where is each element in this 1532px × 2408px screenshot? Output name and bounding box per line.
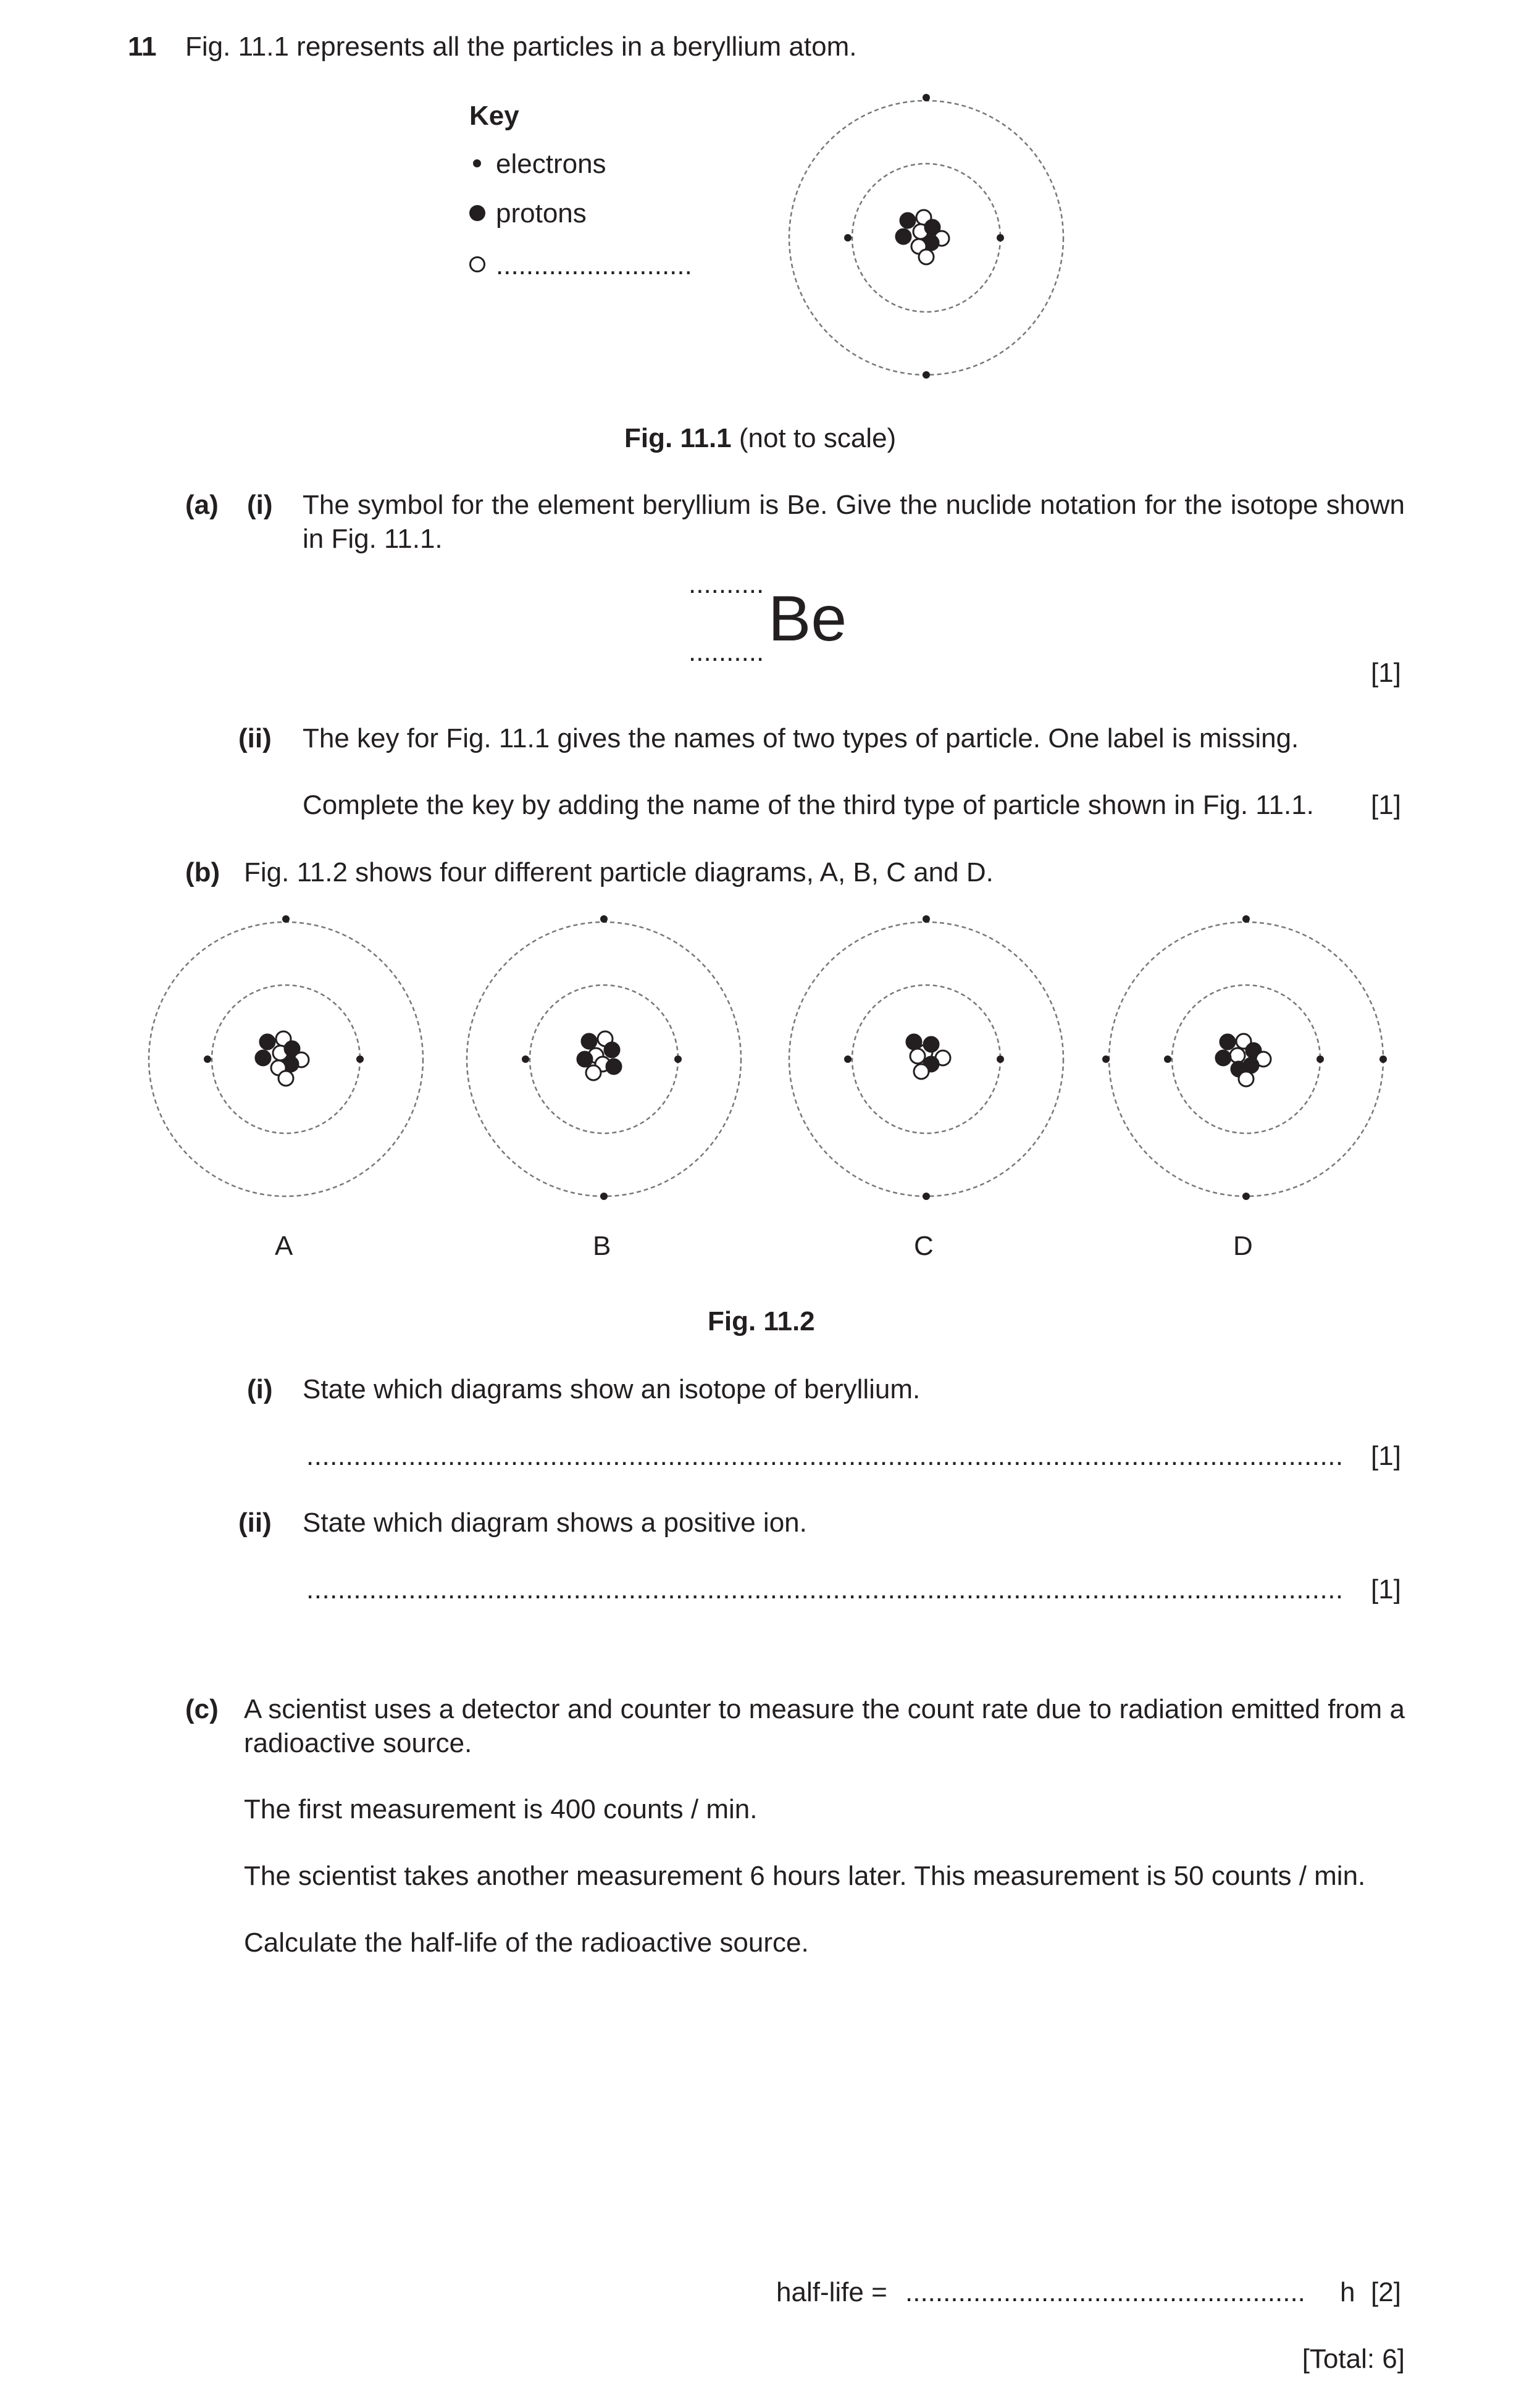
diagram-c bbox=[784, 917, 1068, 1201]
neutron bbox=[1239, 1072, 1254, 1086]
neutron bbox=[914, 1064, 929, 1079]
electron bbox=[282, 915, 290, 923]
part-b-ii-text: State which diagram shows a positive ion. bbox=[303, 1508, 807, 1538]
proton bbox=[577, 1052, 592, 1067]
half-life-unit: h bbox=[1340, 2277, 1355, 2307]
proton bbox=[260, 1034, 275, 1049]
part-b-ii-answer-line[interactable]: .................................................................................................................................... bbox=[306, 1574, 1344, 1605]
neutron-open-circle-icon bbox=[469, 256, 485, 272]
proton bbox=[896, 229, 911, 244]
part-a-i-text: The symbol for the element beryllium is Be. Give the nuclide notation for the isotope shown in Fig. 11.1. bbox=[303, 490, 1405, 554]
nuclide-mass-number-blank[interactable]: .......... bbox=[689, 569, 764, 599]
electron bbox=[600, 1193, 608, 1200]
part-a-ii-line2: Complete the key by adding the name of the third type of particle shown in Fig. 11.1. bbox=[303, 790, 1314, 820]
electron bbox=[997, 234, 1004, 241]
electron bbox=[522, 1055, 529, 1063]
proton bbox=[582, 1034, 596, 1049]
fig11-1-caption-rest: (not to scale) bbox=[731, 423, 897, 453]
part-b-label: (b) bbox=[185, 857, 220, 887]
half-life-answer-label: half-life = bbox=[776, 2277, 887, 2307]
electron bbox=[923, 915, 930, 923]
part-a-ii-line1: The key for Fig. 11.1 gives the names of two types of particle. One label is missing. bbox=[303, 723, 1299, 753]
nucleus bbox=[896, 210, 949, 264]
nuclide-atomic-number-blank[interactable]: .......... bbox=[689, 637, 764, 667]
proton bbox=[1216, 1051, 1231, 1065]
diagram-a-label: A bbox=[275, 1231, 293, 1261]
key-label-electrons: electrons bbox=[496, 149, 606, 179]
neutron bbox=[919, 250, 934, 264]
part-a-ii-label: (ii) bbox=[238, 723, 272, 753]
electron bbox=[204, 1055, 211, 1063]
proton-circle-icon bbox=[469, 205, 485, 221]
electron bbox=[1242, 915, 1250, 923]
electron bbox=[1102, 1055, 1110, 1063]
question-intro: Fig. 11.1 represents all the particles in a beryllium atom. bbox=[185, 31, 857, 62]
part-c-line1: The first measurement is 400 counts / min. bbox=[244, 1794, 758, 1824]
electron bbox=[923, 94, 930, 101]
proton bbox=[606, 1059, 621, 1074]
proton bbox=[605, 1042, 619, 1057]
nuclide-symbol: Be bbox=[768, 583, 847, 655]
part-c-marks: [2] bbox=[1371, 2277, 1401, 2307]
key-label-protons: protons bbox=[496, 198, 587, 229]
question-number: 11 bbox=[128, 31, 157, 62]
electron bbox=[1379, 1055, 1387, 1063]
electron bbox=[1242, 1193, 1250, 1200]
part-b-text: Fig. 11.2 shows four different particle diagrams, A, B, C and D. bbox=[244, 857, 994, 887]
part-b-ii-marks: [1] bbox=[1371, 1574, 1401, 1605]
neutron bbox=[586, 1065, 601, 1080]
part-a-i-label: (i) bbox=[247, 490, 273, 520]
nucleus bbox=[906, 1034, 950, 1079]
electron bbox=[356, 1055, 364, 1063]
half-life-answer-line[interactable]: ..................................................... bbox=[905, 2277, 1305, 2307]
part-b-i-label: (i) bbox=[247, 1374, 273, 1404]
proton bbox=[900, 213, 915, 228]
electron bbox=[1316, 1055, 1324, 1063]
diagram-a bbox=[144, 917, 428, 1201]
part-b-i-answer-line[interactable]: .................................................................................................................................... bbox=[306, 1441, 1344, 1471]
part-b-ii-label: (ii) bbox=[238, 1508, 272, 1538]
proton bbox=[924, 1037, 939, 1052]
part-a-label: (a) bbox=[185, 490, 219, 520]
part-c-line2: The scientist takes another measurement 6 hours later. This measurement is 50 counts / min. bbox=[244, 1861, 1366, 1891]
diagram-d-label: D bbox=[1233, 1231, 1253, 1261]
key-title: Key bbox=[469, 101, 519, 131]
fig11-2-caption: Fig. 11.2 bbox=[708, 1306, 815, 1336]
electron-dot-icon bbox=[473, 159, 481, 167]
electron bbox=[600, 915, 608, 923]
neutron bbox=[1230, 1048, 1245, 1063]
diagram-d bbox=[1104, 917, 1388, 1201]
electron bbox=[674, 1055, 682, 1063]
nucleus bbox=[256, 1031, 309, 1086]
diagram-b-label: B bbox=[593, 1231, 611, 1261]
key-label-blank: .......................... bbox=[496, 250, 692, 280]
proton bbox=[1220, 1034, 1235, 1049]
diagram-c-label: C bbox=[914, 1231, 934, 1261]
part-a-ii-marks: [1] bbox=[1371, 790, 1401, 820]
electron bbox=[997, 1055, 1004, 1063]
part-c-text: A scientist uses a detector and counter to measure the count rate due to radiation emitted from a radioactive source. bbox=[244, 1694, 1405, 1758]
electron bbox=[844, 1055, 852, 1063]
electron bbox=[844, 234, 852, 241]
neutron bbox=[278, 1071, 293, 1086]
proton bbox=[256, 1051, 270, 1065]
electron bbox=[923, 371, 930, 379]
electron bbox=[923, 1193, 930, 1200]
fig11-1-atom-diagram bbox=[784, 96, 1068, 380]
neutron bbox=[910, 1049, 925, 1063]
total-marks: [Total: 6] bbox=[1302, 2344, 1405, 2374]
part-a-i-marks: [1] bbox=[1371, 658, 1401, 688]
part-b-i-marks: [1] bbox=[1371, 1441, 1401, 1471]
fig11-1-caption bbox=[624, 421, 896, 455]
part-b-i-text: State which diagrams show an isotope of beryllium. bbox=[303, 1374, 921, 1404]
electron bbox=[1164, 1055, 1171, 1063]
diagram-b bbox=[462, 917, 746, 1201]
fig11-1-caption-bold: Fig. 11.1 bbox=[624, 423, 732, 453]
part-c-line3: Calculate the half-life of the radioactive source. bbox=[244, 1928, 809, 1958]
part-c-label: (c) bbox=[185, 1694, 219, 1724]
nucleus bbox=[1216, 1034, 1271, 1086]
nucleus bbox=[577, 1031, 621, 1080]
